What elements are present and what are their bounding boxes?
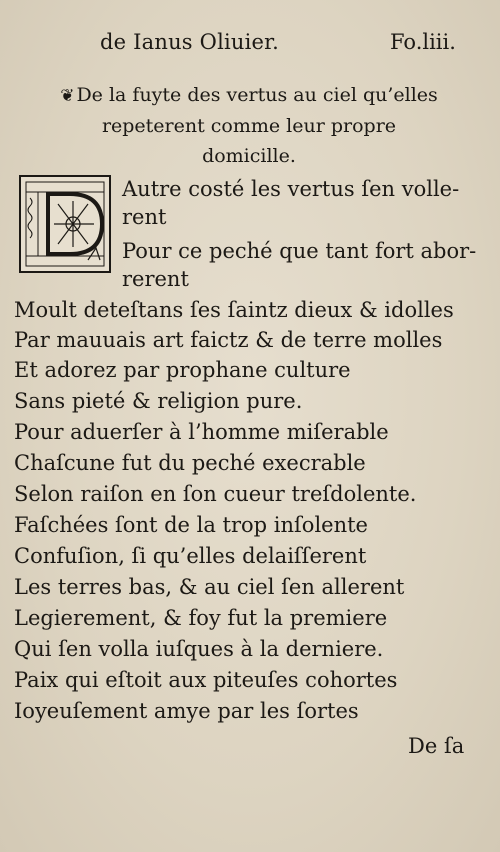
verse-line: Confuſion, ſi qu’elles delaiſſerent	[14, 544, 367, 568]
verse-line: Et adorez par prophane culture	[14, 358, 351, 382]
verse-line: Moult deteſtans ſes ſaintz dieux & idolles	[14, 298, 454, 322]
fleuron-icon: ❦	[60, 86, 75, 106]
drop-line: Autre costé les vertus ſen volle-	[122, 177, 460, 201]
verse-line: Chaſcune fut du peché execrable	[14, 451, 366, 475]
decorated-initial-icon	[18, 174, 112, 274]
catchword: De ſa	[408, 734, 465, 758]
verse-line: Par mauuais art faictz & de terre molles	[14, 328, 443, 352]
rubric-line	[14, 80, 484, 111]
verse-line: Les terres bas, & au ciel ſen allerent	[14, 575, 405, 599]
verse-line: Qui ſen volla iuſques à la derniere.	[14, 637, 384, 661]
verse-line: Faſchées ſont de la trop inſolente	[14, 513, 368, 537]
rubric-line-1-text: De la fuyte des vertus au ciel qu’elles	[76, 84, 438, 106]
rubric-line-2: repeterent comme leur propre	[101, 115, 397, 137]
verse-line: Legierement, & foy fut la premiere	[14, 606, 388, 630]
drop-line: rent	[122, 205, 167, 229]
rubric-line-3: domicille.	[202, 145, 296, 167]
folio-number: Fo.liii.	[390, 30, 456, 54]
drop-line: Pour ce peché que tant fort abor-	[122, 239, 477, 263]
verse-line: Selon raiſon en ſon cueur treſdolente.	[14, 482, 417, 506]
verse-line: Sans pieté & religion pure.	[14, 389, 303, 413]
verse-line: Paix qui eſtoit aux piteuſes cohortes	[14, 668, 398, 692]
verse-line: Ioyeuſement amye par les ſortes	[14, 699, 359, 723]
section-rubric	[14, 80, 484, 171]
verse-line: Pour aduerſer à l’homme miſerable	[14, 420, 389, 444]
running-title: de Ianus Oliuier.	[100, 30, 279, 54]
drop-line: rerent	[122, 267, 189, 291]
